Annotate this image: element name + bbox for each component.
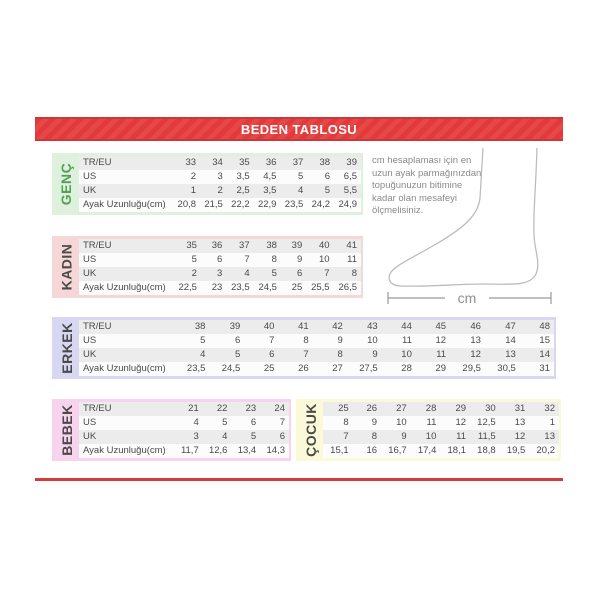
table-row [79, 198, 361, 212]
size-cell: 41 [278, 320, 312, 334]
size-cell: 13 [485, 348, 520, 362]
size-cell: 22,9 [254, 198, 281, 212]
size-cell: 25 [323, 402, 353, 416]
size-cell: 32 [529, 402, 559, 416]
size-cell: 11 [382, 334, 416, 348]
size-cell: 1 [529, 416, 559, 430]
size-cell: 6 [244, 348, 278, 362]
size-cell: 36 [254, 156, 281, 170]
size-cell: 25,5 [306, 281, 333, 295]
size-cell: 41 [334, 239, 361, 253]
size-cell: 6 [201, 253, 226, 267]
size-cell: 5,5 [334, 184, 361, 198]
size-cell: 26 [353, 402, 381, 416]
size-cell: 21 [174, 402, 203, 416]
size-cell: 16,7 [381, 444, 411, 458]
size-cell: 6 [209, 334, 244, 348]
table-row [323, 416, 559, 430]
size-cell: 5 [231, 430, 260, 444]
size-cell: 3,5 [227, 170, 254, 184]
size-cell: 47 [485, 320, 520, 334]
section-cocuk-label: ÇOCUK [302, 403, 319, 457]
size-cell: 2 [173, 170, 200, 184]
size-cell: 39 [209, 320, 244, 334]
size-cell: 8 [323, 416, 353, 430]
size-cell: 19,5 [500, 444, 530, 458]
size-cell: 27 [381, 402, 411, 416]
row-label: TR/EU [79, 239, 174, 253]
size-cell: 24,9 [334, 198, 361, 212]
row-label: Ayak Uzunluğu(cm) [79, 281, 174, 295]
size-cell: 9 [381, 430, 411, 444]
size-cell: 4 [280, 184, 307, 198]
size-table-cocuk [323, 402, 559, 458]
size-cell: 2,5 [227, 184, 254, 198]
size-table-kadin [79, 239, 361, 295]
page-title: BEDEN TABLOSU [240, 121, 358, 137]
size-table-bebek [79, 402, 289, 458]
size-cell: 15 [520, 334, 554, 348]
size-cell: 40 [244, 320, 278, 334]
size-cell: 2 [200, 184, 227, 198]
section-bebek-label: BEBEK [58, 404, 75, 456]
size-cell: 31 [500, 402, 530, 416]
size-cell: 22 [203, 402, 232, 416]
row-label: Ayak Uzunluğu(cm) [79, 362, 175, 376]
size-cell: 11,5 [470, 430, 500, 444]
size-cell: 12,6 [203, 444, 232, 458]
table-row [323, 402, 559, 416]
table-row [79, 362, 554, 376]
size-cell: 37 [226, 239, 253, 253]
size-cell: 12 [440, 416, 470, 430]
size-cell: 15,1 [323, 444, 353, 458]
size-cell: 5 [174, 253, 201, 267]
size-cell: 20,8 [173, 198, 200, 212]
table-row [79, 170, 361, 184]
size-cell: 6,5 [334, 170, 361, 184]
size-cell: 23 [231, 402, 260, 416]
size-cell: 24 [260, 402, 289, 416]
row-label: US [79, 334, 175, 348]
size-cell: 9 [347, 348, 382, 362]
measure-unit-label: cm [457, 290, 477, 306]
size-cell: 38 [254, 239, 281, 253]
table-row [79, 416, 289, 430]
size-cell: 1 [173, 184, 200, 198]
section-kadin-label: KADIN [58, 243, 75, 291]
size-cell: 12 [500, 430, 530, 444]
size-cell: 3,5 [254, 184, 281, 198]
size-cell: 23 [201, 281, 226, 295]
table-row [79, 320, 554, 334]
size-cell: 12,5 [470, 416, 500, 430]
size-cell: 43 [347, 320, 382, 334]
size-cell: 4 [175, 348, 210, 362]
size-cell: 11 [416, 348, 450, 362]
size-cell: 39 [334, 156, 361, 170]
table-row [79, 281, 361, 295]
size-cell: 22,2 [227, 198, 254, 212]
row-label: TR/EU [79, 320, 175, 334]
table-row [79, 156, 361, 170]
table-row [79, 402, 289, 416]
size-cell: 8 [254, 253, 281, 267]
row-label: UK [79, 430, 174, 444]
size-cell: 37 [280, 156, 307, 170]
row-label: US [79, 253, 174, 267]
size-cell: 10 [306, 253, 333, 267]
size-cell: 29 [416, 362, 450, 376]
size-cell: 11 [440, 430, 470, 444]
size-cell: 10 [382, 348, 416, 362]
size-cell: 23,5 [280, 198, 307, 212]
size-cell: 38 [307, 156, 334, 170]
size-cell: 18,8 [470, 444, 500, 458]
table-row [79, 334, 554, 348]
size-cell: 5 [280, 170, 307, 184]
size-cell: 23,5 [175, 362, 210, 376]
size-cell: 14 [485, 334, 520, 348]
size-cell: 13 [450, 334, 485, 348]
size-cell: 10 [381, 416, 411, 430]
size-cell: 22,5 [174, 281, 201, 295]
section-erkek-label: ERKEK [58, 322, 75, 374]
row-label: TR/EU [79, 156, 173, 170]
size-cell: 25 [281, 281, 306, 295]
size-cell: 5 [254, 267, 281, 281]
size-cell: 21,5 [200, 198, 227, 212]
size-cell: 6 [281, 267, 306, 281]
size-cell: 27,5 [347, 362, 382, 376]
size-cell: 4 [226, 267, 253, 281]
row-label: UK [79, 184, 173, 198]
size-section-erkek [52, 317, 556, 379]
table-row [79, 430, 289, 444]
size-section-cocuk [296, 399, 561, 461]
size-cell: 18,1 [440, 444, 470, 458]
size-cell: 11 [334, 253, 361, 267]
size-cell: 9 [281, 253, 306, 267]
size-cell: 16 [353, 444, 381, 458]
size-section-bebek [52, 399, 291, 461]
size-cell: 28 [382, 362, 416, 376]
size-cell: 14 [520, 348, 554, 362]
section-genc-label: GENÇ [58, 162, 75, 206]
size-cell: 6 [260, 430, 289, 444]
size-cell: 13,4 [231, 444, 260, 458]
table-row [79, 444, 289, 458]
size-cell: 13 [529, 430, 559, 444]
size-cell: 39 [281, 239, 306, 253]
table-row [79, 267, 361, 281]
size-cell: 24,5 [209, 362, 244, 376]
size-section-genc [52, 153, 363, 215]
table-row [323, 430, 559, 444]
size-cell: 25 [244, 362, 278, 376]
size-cell: 31 [520, 362, 554, 376]
size-cell: 35 [174, 239, 201, 253]
size-cell: 34 [200, 156, 227, 170]
size-cell: 7 [226, 253, 253, 267]
size-table-erkek [79, 320, 554, 376]
page-title-bar [35, 117, 563, 141]
foot-measurement-illustration [383, 146, 558, 308]
size-cell: 26 [278, 362, 312, 376]
size-cell: 26,5 [334, 281, 361, 295]
size-cell: 42 [313, 320, 347, 334]
row-label: Ayak Uzunluğu(cm) [79, 198, 173, 212]
size-section-kadin [52, 236, 363, 298]
size-cell: 4,5 [254, 170, 281, 184]
size-cell: 29 [440, 402, 470, 416]
size-cell: 5 [175, 334, 210, 348]
size-cell: 44 [382, 320, 416, 334]
size-cell: 8 [278, 334, 312, 348]
row-label: Ayak Uzunluğu(cm) [79, 444, 174, 458]
size-cell: 30,5 [485, 362, 520, 376]
size-cell: 29,5 [450, 362, 485, 376]
size-cell: 46 [450, 320, 485, 334]
size-cell: 5 [209, 348, 244, 362]
foot-outline-path [389, 148, 538, 286]
size-cell: 28 [411, 402, 441, 416]
size-cell: 3 [201, 267, 226, 281]
size-cell: 27 [313, 362, 347, 376]
foot-outline-icon [383, 146, 558, 308]
table-row [79, 348, 554, 362]
size-cell: 24,2 [307, 198, 334, 212]
size-cell: 7 [323, 430, 353, 444]
size-cell: 45 [416, 320, 450, 334]
size-cell: 8 [313, 348, 347, 362]
size-cell: 35 [227, 156, 254, 170]
table-row [79, 253, 361, 267]
size-cell: 9 [313, 334, 347, 348]
size-cell: 33 [173, 156, 200, 170]
size-cell: 20,2 [529, 444, 559, 458]
bottom-divider [35, 478, 563, 481]
size-cell: 3 [200, 170, 227, 184]
size-cell: 12 [416, 334, 450, 348]
table-row [79, 184, 361, 198]
size-cell: 24,5 [254, 281, 281, 295]
size-cell: 11 [411, 416, 441, 430]
size-cell: 6 [307, 170, 334, 184]
size-cell: 7 [278, 348, 312, 362]
size-cell: 3 [174, 430, 203, 444]
size-cell: 12 [450, 348, 485, 362]
size-cell: 7 [306, 267, 333, 281]
row-label: TR/EU [79, 402, 174, 416]
size-cell: 10 [411, 430, 441, 444]
size-cell: 8 [353, 430, 381, 444]
size-cell: 40 [306, 239, 333, 253]
size-cell: 11,7 [174, 444, 203, 458]
size-cell: 7 [260, 416, 289, 430]
measurement-instructions: cm hesaplaması için en uzun ayak parmağınızdan topuğunuzun bitimine kadar olan mesafeyi ölçmelisiniz. [372, 155, 482, 216]
size-cell: 23,5 [226, 281, 253, 295]
size-cell: 48 [520, 320, 554, 334]
table-row [323, 444, 559, 458]
size-cell: 5 [307, 184, 334, 198]
size-cell: 7 [244, 334, 278, 348]
row-label: UK [79, 267, 174, 281]
row-label: US [79, 416, 174, 430]
size-cell: 30 [470, 402, 500, 416]
row-label: UK [79, 348, 175, 362]
size-cell: 2 [174, 267, 201, 281]
size-cell: 4 [203, 430, 232, 444]
size-cell: 4 [174, 416, 203, 430]
table-row [79, 239, 361, 253]
size-cell: 36 [201, 239, 226, 253]
size-cell: 6 [231, 416, 260, 430]
size-cell: 17,4 [411, 444, 441, 458]
size-cell: 13 [500, 416, 530, 430]
size-cell: 38 [175, 320, 210, 334]
size-table-genc [79, 156, 361, 212]
size-cell: 5 [203, 416, 232, 430]
size-cell: 10 [347, 334, 382, 348]
size-cell: 9 [353, 416, 381, 430]
row-label: US [79, 170, 173, 184]
size-cell: 14,3 [260, 444, 289, 458]
size-cell: 8 [334, 267, 361, 281]
